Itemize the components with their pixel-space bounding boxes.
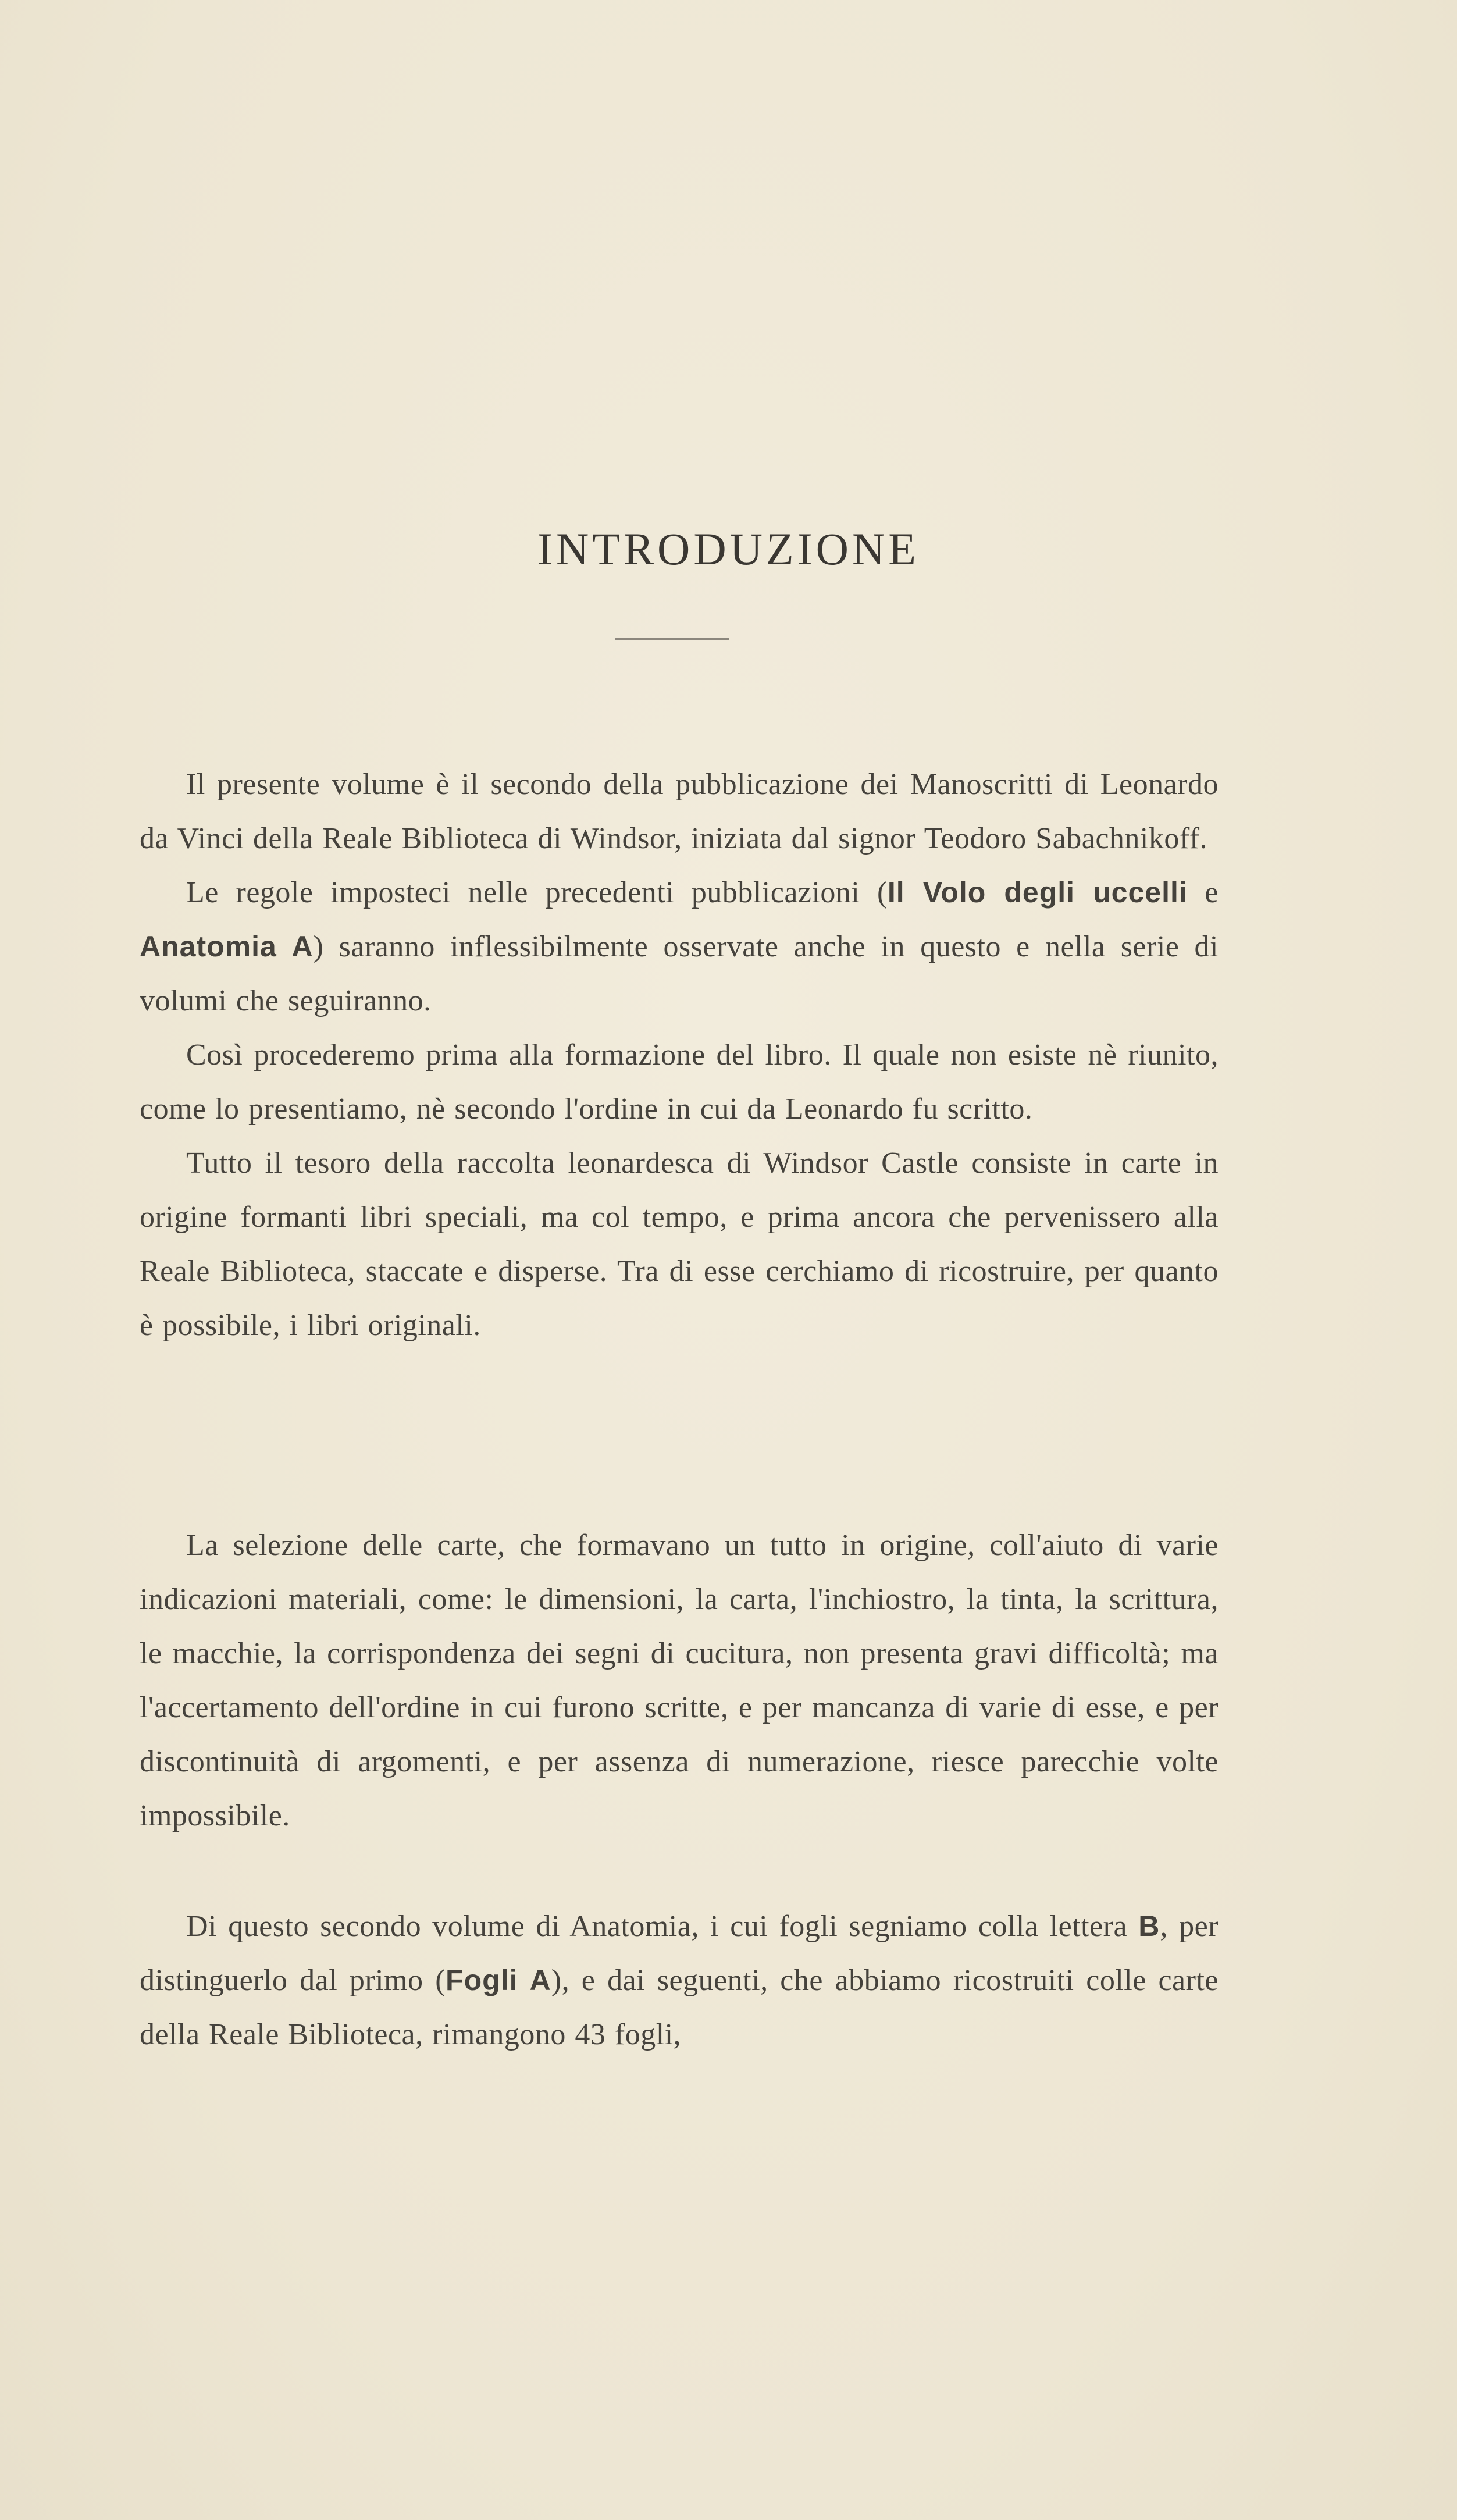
text-block-2 xyxy=(140,1518,1219,1843)
text-block-1 xyxy=(140,757,1219,1352)
paragraph-6-bold-2: Fogli A xyxy=(446,1964,551,1996)
paragraph-2 xyxy=(140,866,1219,1028)
paragraph-6 xyxy=(140,1899,1219,2062)
paragraph-2-end: ) saranno inflessibilmente osservate anche in questo e nella serie di volumi che seguiranno. xyxy=(140,930,1219,1017)
paragraph-2-start: Le regole imposteci nelle precedenti pubblicazioni ( xyxy=(186,876,888,909)
paragraph-3: Così procederemo prima alla formazione del libro. Il quale non esiste nè riunito, come lo presentiamo, nè secondo l'ordine in cui da Leonardo fu scritto. xyxy=(140,1038,1219,1126)
page-title: INTRODUZIONE xyxy=(537,524,920,574)
paragraph-2-bold-2: Anatomia A xyxy=(140,930,314,963)
paragraph-6-mid: , per distinguerlo dal primo ( xyxy=(140,1910,1219,1997)
paragraph-6-bold-1: B xyxy=(1138,1910,1160,1942)
paragraph-1: Il presente volume è il secondo della pubblicazione dei Manoscritti di Leonardo da Vinci della Reale Biblioteca di Windsor, iniziata dal signor Teodoro Sabachnikoff. xyxy=(140,768,1219,855)
paragraph-5: La selezione delle carte, che formavano un tutto in origine, coll'aiuto di varie indicazioni materiali, come: le dimensioni, la carta, l'inchiostro, la tinta, la scrittura, le macchie, la corrispondenza dei segni di cucitura, non presenta gravi difficoltà; ma l'accertamento dell'ordine in cui furono scritte, e per mancanza di varie di esse, e per discontinuità di argomenti, e per assenza di numerazione, riesce parecchie volte impossibile. xyxy=(140,1529,1219,1832)
title-divider xyxy=(615,638,729,640)
paragraph-6-start: Di questo secondo volume di Anatomia, i cui fogli segniamo colla lettera xyxy=(186,1910,1139,1943)
paragraph-4: Tutto il tesoro della raccolta leonardesca di Windsor Castle consiste in carte in origine formanti libri speciali, ma col tempo, e prima ancora che pervenissero alla Reale Biblioteca, staccate e disperse. Tra di esse cerchiamo di ricostruire, per quanto è possibile, i libri originali. xyxy=(140,1147,1219,1342)
paragraph-2-mid: e xyxy=(1187,876,1219,909)
paragraph-2-bold-1: Il Volo degli uccelli xyxy=(887,876,1188,909)
text-block-3 xyxy=(140,1899,1219,2062)
paragraph-6-end: ), e dai seguenti, che abbiamo ricostruiti colle carte della Reale Biblioteca, rimangono 43 fogli, xyxy=(140,1964,1219,2051)
